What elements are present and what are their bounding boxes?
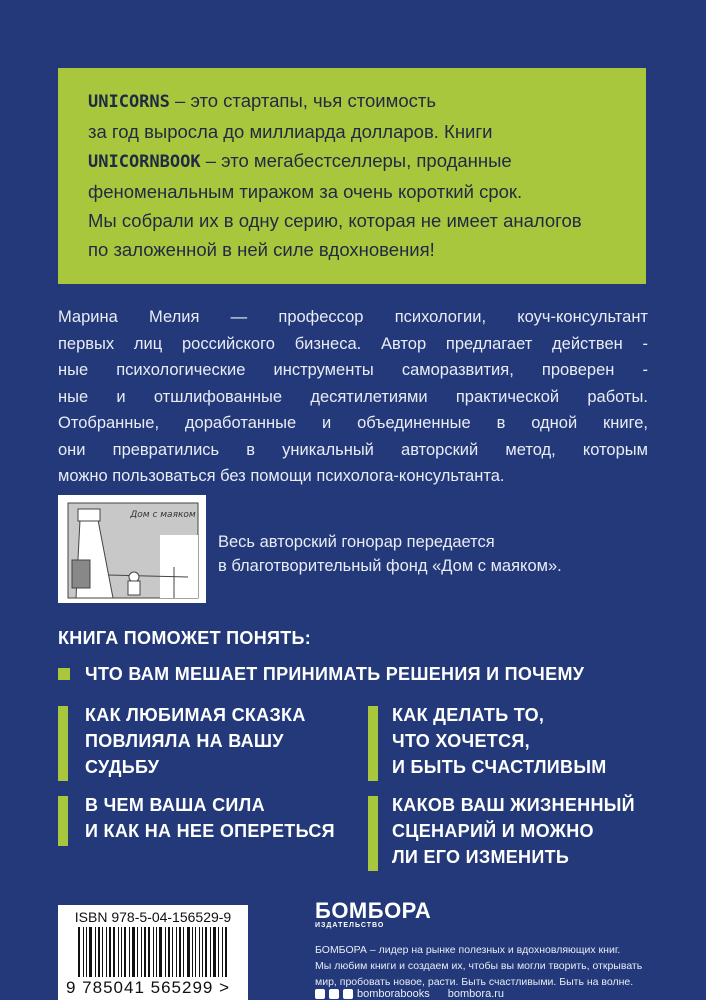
barcode-bar bbox=[218, 927, 219, 977]
charity-note bbox=[218, 530, 562, 578]
intro-line: Мы собрали их в одну серию, которая не имеет аналогов bbox=[88, 210, 582, 231]
bullet-marker bbox=[368, 706, 378, 781]
help-line: СЦЕНАРИЙ И МОЖНО bbox=[392, 821, 594, 841]
barcode-bar bbox=[156, 927, 157, 977]
barcode-bar bbox=[172, 927, 173, 977]
bullet-marker bbox=[58, 796, 68, 846]
help-item bbox=[392, 702, 607, 780]
publisher-subtitle: ИЗДАТЕЛЬСТВО bbox=[315, 922, 385, 929]
barcode-bar bbox=[148, 927, 150, 977]
desc-line: Мы любим книги и создаем их, чтобы вы могли творить, открывать bbox=[315, 960, 643, 972]
barcode-bar bbox=[187, 927, 190, 977]
help-line: КАКОВ ВАШ ЖИЗНЕННЫЙ bbox=[392, 795, 635, 815]
barcode-bar bbox=[176, 927, 177, 977]
barcode-bar bbox=[83, 927, 84, 977]
bio-line: ные и отшлифованные десятилетиями практической работы. bbox=[58, 387, 648, 406]
bio-line: первых лиц российского бизнеса. Автор предлагает действен - bbox=[58, 334, 648, 353]
barcode-bar bbox=[109, 927, 111, 977]
barcode-bar bbox=[153, 927, 154, 977]
barcode-bar bbox=[89, 927, 92, 977]
series-intro-box bbox=[58, 68, 646, 284]
barcode-bar bbox=[202, 927, 203, 977]
desc-line: БОМБОРА – лидер на рынке полезных и вдохновляющих книг. bbox=[315, 944, 621, 956]
intro-line bbox=[88, 86, 646, 117]
help-item bbox=[85, 702, 306, 780]
barcode-bar bbox=[102, 927, 103, 977]
barcode-bar bbox=[137, 927, 138, 977]
barcode-bar bbox=[168, 927, 170, 977]
bullet-marker bbox=[368, 796, 378, 871]
barcode-bar bbox=[121, 927, 122, 977]
charity-line: в благотворительный фонд «Дом с маяком». bbox=[218, 557, 562, 575]
help-line: СУДЬБУ bbox=[85, 757, 160, 777]
barcode-bar bbox=[179, 927, 181, 977]
barcode-bar bbox=[225, 927, 227, 977]
barcode-bar bbox=[129, 927, 130, 977]
barcode-bar bbox=[213, 927, 216, 977]
barcode-bar bbox=[222, 927, 223, 977]
barcode-bar bbox=[141, 927, 142, 977]
bullet-marker bbox=[58, 668, 70, 680]
svg-text:Дом с маяком: Дом с маяком bbox=[130, 510, 196, 520]
barcode-bar bbox=[144, 927, 146, 977]
barcode-bar bbox=[192, 927, 193, 977]
publisher-social bbox=[315, 988, 504, 1000]
intro-line: феноменальным тиражом за очень короткий срок. bbox=[88, 181, 523, 202]
lighthouse-charity-logo bbox=[58, 495, 206, 603]
bio-line: ные психологические инструменты саморазвития, проверен - bbox=[58, 361, 648, 379]
help-line: КАК ДЕЛАТЬ ТО, bbox=[392, 705, 545, 725]
barcode-bar bbox=[106, 927, 107, 977]
publisher-name: БОМБОРА bbox=[315, 898, 432, 923]
barcode-bar bbox=[165, 927, 166, 977]
publisher-logo bbox=[315, 898, 431, 929]
barcode-bar bbox=[98, 927, 100, 977]
intro-text: – это мегабестселлеры, проданные bbox=[200, 150, 512, 171]
social-handle: bombоrabooks bbox=[357, 988, 430, 1000]
bio-line: можно пользоваться без помощи психолога-консультанта. bbox=[58, 467, 505, 485]
help-item bbox=[85, 661, 584, 687]
bullet-marker bbox=[58, 706, 68, 781]
barcode-bar bbox=[86, 927, 87, 977]
barcode-bar bbox=[113, 927, 116, 977]
barcode-bar bbox=[205, 927, 207, 977]
barcode-bar bbox=[95, 927, 96, 977]
intro-line: по заложенной в ней силе вдохновения! bbox=[88, 239, 435, 260]
vk-icon bbox=[329, 989, 339, 999]
series-name: UNICORNS bbox=[88, 92, 170, 112]
barcode-bars bbox=[78, 927, 228, 977]
help-line: В ЧЕМ ВАША СИЛА bbox=[85, 795, 265, 815]
author-bio bbox=[58, 304, 648, 490]
help-item bbox=[85, 792, 335, 844]
help-line: И БЫТЬ СЧАСТЛИВЫМ bbox=[392, 757, 607, 777]
desc-line: мир, пробовать новое, расти. Быть счастливыми. Быть на волне. bbox=[315, 976, 634, 988]
isbn: ISBN 978-5-04-156529-9 bbox=[74, 909, 232, 925]
barcode-bar bbox=[118, 927, 119, 977]
help-item bbox=[392, 792, 635, 870]
helps-title: КНИГА ПОМОЖЕТ ПОНЯТЬ: bbox=[58, 628, 312, 648]
help-line: ПОВЛИЯЛА НА ВАШУ bbox=[85, 731, 284, 751]
help-line: И КАК НА НЕЕ ОПЕРЕТЬСЯ bbox=[85, 821, 335, 841]
barcode-bar bbox=[183, 927, 184, 977]
publisher-description bbox=[315, 942, 642, 990]
barcode-bar bbox=[199, 927, 200, 977]
intro-line bbox=[88, 146, 646, 177]
bio-line: Марина Мелия — профессор психологии, коуч-консультант bbox=[58, 308, 648, 326]
publisher-site: bombora.ru bbox=[447, 988, 505, 1000]
barcode bbox=[58, 905, 248, 1000]
help-line: ЧТО ХОЧЕТСЯ, bbox=[392, 731, 530, 751]
barcode-bar bbox=[195, 927, 197, 977]
charity-line: Весь авторский гонорар передается bbox=[218, 533, 495, 551]
bio-line: они превратились в уникальный авторский метод, которым bbox=[58, 440, 648, 459]
barcode-bar bbox=[132, 927, 135, 977]
barcode-bar bbox=[78, 927, 80, 977]
bio-line: Отобранные, доработанные и объединенные в одной книге, bbox=[58, 414, 648, 432]
series-name: UNICORNBOOK bbox=[88, 152, 201, 172]
intro-line: за год выросла до миллиарда долларов. Книги bbox=[88, 121, 493, 142]
barcode-bar bbox=[210, 927, 211, 977]
help-line: ЛИ ЕГО ИЗМЕНИТЬ bbox=[392, 847, 570, 867]
intro-text: – это стартапы, чья стоимость bbox=[169, 90, 436, 111]
instagram-icon bbox=[343, 989, 353, 999]
barcode-bar bbox=[159, 927, 162, 977]
barcode-bar bbox=[124, 927, 126, 977]
barcode-digits: 9 785041 565299 > bbox=[66, 978, 231, 997]
help-line: КАК ЛЮБИМАЯ СКАЗКА bbox=[85, 705, 306, 725]
help-line: ЧТО ВАМ МЕШАЕТ ПРИНИМАТЬ РЕШЕНИЯ И ПОЧЕМУ bbox=[85, 664, 585, 684]
facebook-icon bbox=[315, 989, 325, 999]
